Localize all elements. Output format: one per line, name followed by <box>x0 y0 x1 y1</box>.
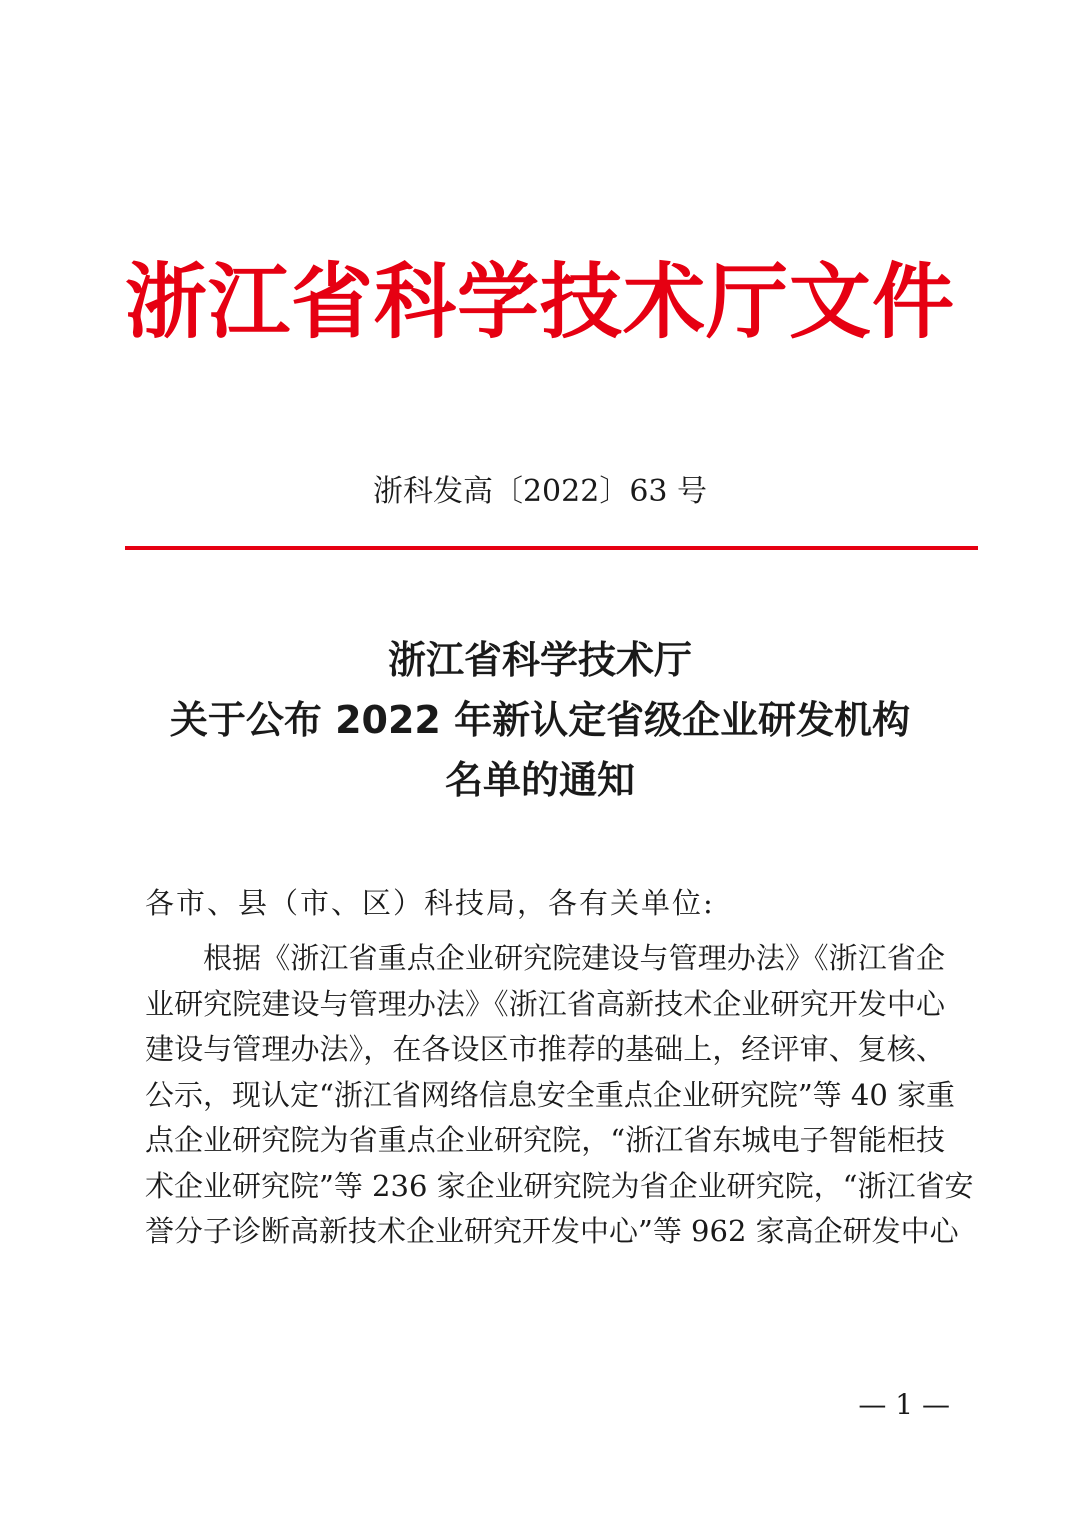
body-line: 公示，现认定“浙江省网络信息安全重点企业研究院”等 40 家重 <box>145 1077 955 1112</box>
page-number: — 1 — <box>858 1388 950 1421</box>
notice-title-line: 名单的通知 <box>444 758 635 802</box>
body-line: 根据《浙江省重点企业研究院建设与管理办法》《浙江省企 <box>203 941 945 975</box>
body-paragraph <box>145 936 974 1255</box>
notice-title-line: 浙江省科学技术厅 <box>387 638 692 682</box>
notice-title-line: 关于公布 2022 年新认定省级企业研发机构 <box>169 698 911 742</box>
body-line: 建设与管理办法》，在各设区市推荐的基础上，经评审、复核、 <box>145 1032 945 1066</box>
notice-title <box>0 630 1080 810</box>
body-line: 誉分子诊断高新技术企业研究开发中心”等 962 家高企研发中心 <box>145 1214 959 1248</box>
salutation: 各市、县（市、区）科技局，各有关单位: <box>145 886 715 920</box>
red-divider-rule <box>125 546 978 550</box>
document-number: 浙科发高〔2022〕63 号 <box>372 474 708 509</box>
body-line: 术企业研究院”等 236 家企业研究院为省企业研究院，“浙江省安 <box>145 1168 974 1203</box>
masthead-title: 浙江省科学技术厅文件 <box>124 255 955 350</box>
body-line: 点企业研究院为省重点企业研究院，“浙江省东城电子智能柜技 <box>145 1123 945 1157</box>
body-line: 业研究院建设与管理办法》《浙江省高新技术企业研究开发中心 <box>145 986 945 1021</box>
